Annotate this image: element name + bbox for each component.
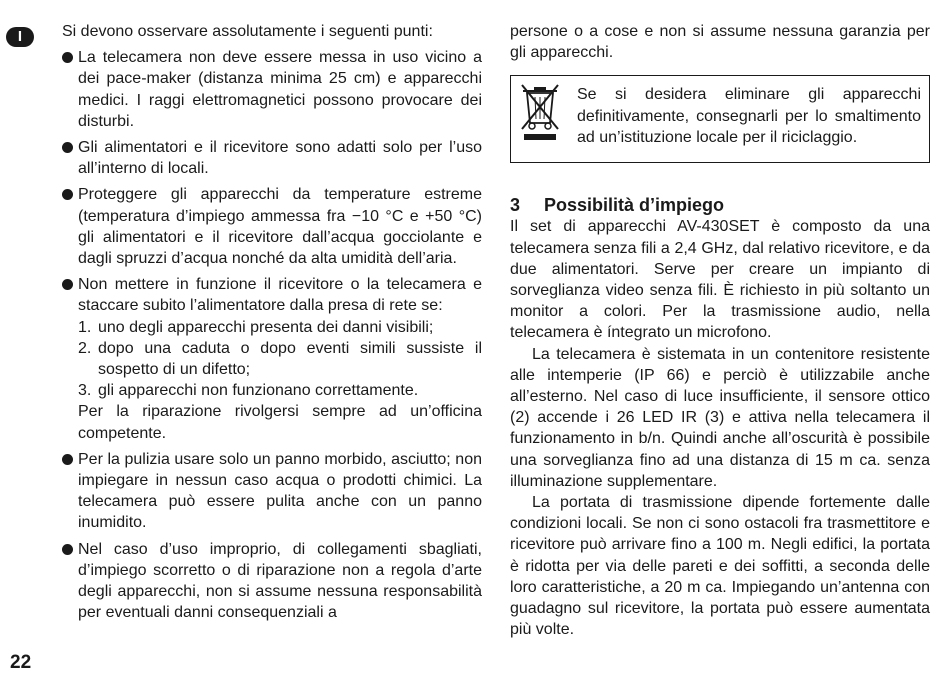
safety-item-temperature: Proteggere gli apparecchi da temperature estreme (temperatura d’impiego ammessa fra −10 °C e +50 °C) gli alimentatori e il ricevitore dall’acqua gocciolante e dagli spruzzi d’acqua nonché da alta umidità dell’aria. — [62, 184, 482, 269]
left-column — [62, 21, 482, 623]
usage-paragraph: La portata di trasmissione dipende fortemente dalle condizioni locali. Se non ci sono ostacoli fra trasmettitore e ricevitore può arrivare fino a 100 m. Negli edifici, la portata è ridotta per via delle pareti e dei soffitti, a seconda delle loro caratteristiche, a 20 m ca. Impiegando un’antenna con guadagno sul ricevitore, la portata può essere aumentata più volte. — [510, 494, 930, 639]
safety-item-cleaning: Per la pulizia usare solo un panno morbido, asciutto; non impiegare in nessun caso acqua o prodotti chimici. La telecamera può essere pulita anche con un panno inumidito. — [62, 449, 482, 534]
damage-condition — [78, 380, 482, 401]
page-number: 22 — [10, 652, 32, 673]
section-number: 3 — [510, 195, 521, 216]
section-title: Possibilità d’impiego — [544, 195, 725, 216]
usage-paragraph: La telecamera è sistemata in un contenitore resistente alle intemperie (IP 66) e perciò è utilizzabile anche all’esterno. Nel caso di luce insufficiente, il sensore ottico (2) accende i 26 LED IR (3) e attiva nella telecamera il funzionamento in b/n. Quindi anche all’oscurità è possibile una sorveglianza fino ad una distanza di 15 m ca. senza illuminazione supplementare. — [510, 345, 930, 490]
language-badge: I — [6, 27, 34, 47]
damage-conditions — [78, 317, 482, 402]
damage-condition — [78, 338, 482, 380]
section-heading — [510, 194, 930, 216]
safety-intro: Si devono osservare assolutamente i seguenti punti: — [62, 23, 433, 40]
safety-item-damage — [62, 274, 482, 444]
condition-number: 1. — [78, 318, 92, 336]
safety-list — [62, 47, 482, 623]
condition-number: 2. — [78, 339, 92, 357]
liability-continuation: persone o a cose e non si assume nessuna garanzia per gli apparecchi. — [510, 23, 930, 62]
usage-paragraph: Il set di apparecchi AV-430SET è composto da una telecamera senza fili a 2,4 GHz, dal relativo ricevitore, e da due alimentatori. Serve per creare un impianto di sorveglianza video senza fili. È richiesto in più soltanto un monitor a colori. Per la trasmissione audio, nella telecamera è íntegrato un microfono. — [510, 218, 930, 342]
damage-condition — [78, 317, 482, 338]
condition-number: 3. — [78, 382, 92, 400]
repair-note: Per la riparazione rivolgersi sempre ad un’officina competente. — [78, 403, 482, 442]
disposal-text: Se si desidera eliminare gli apparecchi definitivamente, consegnarli per lo smaltimento ad un’istituzione locale per il riciclaggio. — [577, 86, 921, 146]
right-column — [510, 21, 930, 640]
condition-text: uno degli apparecchi presenta dei danni visibili; — [98, 318, 434, 336]
crossed-out-wheelie-bin-icon — [520, 83, 560, 141]
condition-text: gli apparecchi non funzionano correttamente. — [98, 382, 419, 400]
safety-item-pacemaker: La telecamera non deve essere messa in uso vicino a dei pace-maker (distanza minima 25 cm) e apparecchi medici. I raggi elettromagnetici possono provocare dei disturbi. — [62, 47, 482, 132]
safety-item-indoor-use: Gli alimentatori e il ricevitore sono adatti solo per l’uso all’interno di locali. — [62, 137, 482, 179]
condition-text: dopo una caduta o dopo eventi simili sussiste il sospetto di un difetto; — [98, 339, 482, 379]
disposal-notice — [510, 75, 930, 163]
damage-intro: Non mettere in funzione il ricevitore o la telecamera e staccare subito l’alimentatore dalla presa di rete se: — [78, 276, 482, 315]
safety-item-liability: Nel caso d’uso improprio, di collegamenti sbagliati, d’impiego scorretto o di riparazione non a regola d’arte degli apparecchi, non si assume nessuna responsabilità per eventuali danni consequenziali a — [62, 539, 482, 624]
